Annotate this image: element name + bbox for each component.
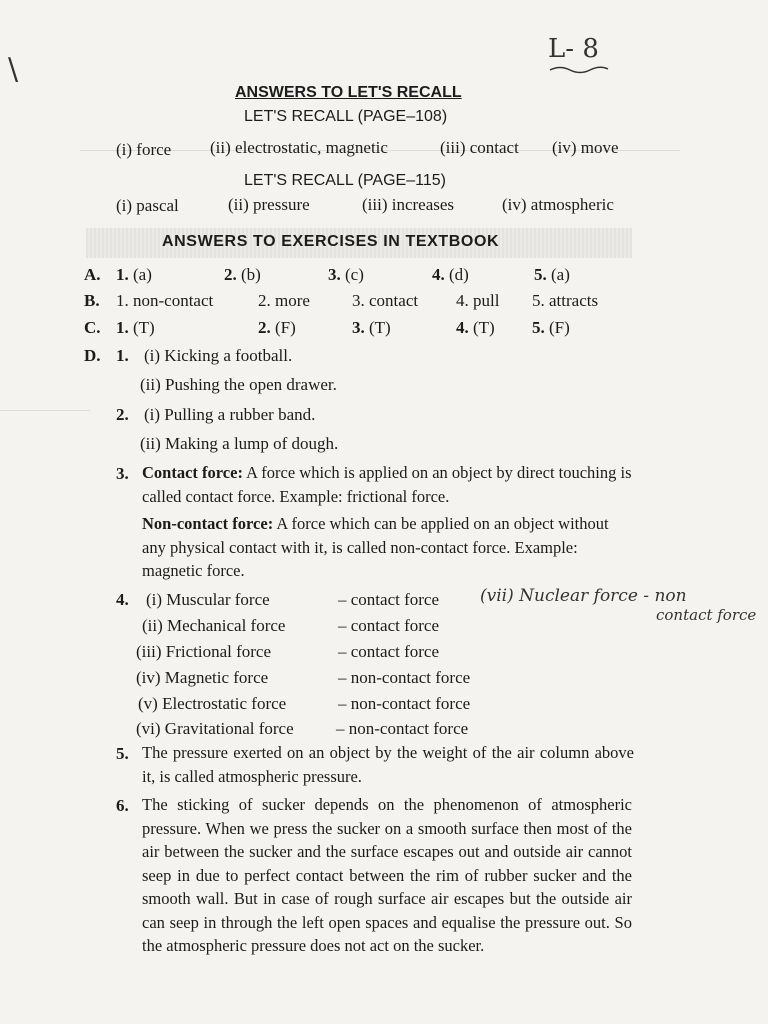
force-name: (i) Muscular force	[146, 590, 270, 609]
answer-value: non-contact	[133, 291, 214, 310]
answer-item	[328, 265, 364, 285]
answer-item	[456, 291, 499, 311]
answer-item	[116, 291, 213, 311]
contact-force-term: Contact force:	[142, 463, 243, 482]
handwritten-note-line2: contact force	[656, 606, 757, 624]
recall2-item: (i) pascal	[116, 196, 179, 215]
recall1-item: (iii) contact	[440, 138, 519, 157]
answer-item	[532, 291, 598, 311]
answer-num: 4.	[456, 291, 469, 310]
force-name: (ii) Mechanical force	[142, 616, 286, 635]
answer-line: (ii) Pushing the open drawer.	[140, 375, 337, 394]
force-type: – contact force	[338, 590, 439, 609]
question-num: 1.	[116, 346, 129, 365]
answer-item	[116, 265, 152, 285]
answer-line: (i) Kicking a football.	[144, 346, 293, 365]
force-name: (iii) Frictional force	[136, 642, 272, 661]
bleed-line	[0, 410, 90, 411]
noncontact-force-text: A force which can be applied on an object without any physical contact with it, is called non-contact force. Example: magnetic force.	[142, 514, 609, 580]
force-type: – non-contact force	[338, 694, 471, 713]
exercises-title: ANSWERS TO EXERCISES IN TEXTBOOK	[162, 233, 500, 250]
answer-item	[258, 291, 310, 311]
noncontact-force-term: Non-contact force:	[142, 514, 274, 533]
section-label: D.	[84, 346, 101, 365]
answer-num: 1.	[116, 318, 129, 337]
q6-answer: The sticking of sucker depends on the phenomenon of atmospheric pressure. When we press the sucker on a smooth surface then most of the air between the sucker and the surface escapes out and outside air cannot seep in due to perfect contact between the rim of rubber sucker and the smooth wall. But in case of rough surface air escapes but the outside air can seep in through the left open spaces and equalise the pressure out. So the atmospheric pressure does not act on the sucker.	[142, 795, 632, 955]
page-tag-underline	[548, 64, 610, 74]
answer-num: 4.	[432, 265, 445, 284]
answer-num: 5.	[532, 291, 545, 310]
answer-value: (a)	[551, 265, 570, 284]
answer-value: (a)	[133, 265, 152, 284]
answer-value: (F)	[549, 318, 570, 337]
q5-answer: The pressure exerted on an object by the weight of the air column above it, is called atmospheric pressure.	[142, 743, 634, 786]
answer-item	[532, 318, 570, 338]
recall2-heading: LET'S RECALL (PAGE–115)	[244, 172, 446, 189]
answer-item	[456, 318, 495, 338]
recall2-item: (iii) increases	[362, 195, 455, 214]
answer-value: (T)	[133, 318, 155, 337]
answer-num: 1.	[116, 291, 129, 310]
recall1-heading: LET'S RECALL (PAGE–108)	[244, 108, 448, 125]
force-name: (vi) Gravitational force	[136, 719, 294, 738]
contact-force-definition	[142, 461, 634, 508]
handwritten-note-line1: (vii) Nuclear force - non	[480, 586, 687, 606]
force-type: – contact force	[338, 642, 439, 661]
page-tag: L- 8	[548, 34, 599, 64]
section-label: A.	[84, 265, 101, 284]
answer-value: (T)	[473, 318, 495, 337]
answer-num: 4.	[456, 318, 469, 337]
force-type: – non-contact force	[338, 668, 471, 687]
answer-num: 1.	[116, 265, 129, 284]
answer-item	[534, 265, 570, 285]
recall2-item: (ii) pressure	[228, 195, 310, 214]
question-num: 4.	[116, 590, 129, 609]
force-type: – non-contact force	[336, 719, 469, 738]
question-num: 6.	[116, 796, 129, 815]
answer-num: 2.	[224, 265, 237, 284]
answer-line: (ii) Making a lump of dough.	[140, 434, 339, 453]
answer-num: 2.	[258, 291, 271, 310]
answer-num: 2.	[258, 318, 271, 337]
recall-title: ANSWERS TO LET'S RECALL	[235, 84, 462, 101]
recall1-item: (i) force	[116, 140, 172, 159]
question-num: 5.	[116, 744, 129, 763]
answer-num: 5.	[534, 265, 547, 284]
answer-line: (i) Pulling a rubber band.	[144, 405, 316, 424]
answer-num: 3.	[352, 291, 365, 310]
answer-num: 3.	[328, 265, 341, 284]
answer-value: attracts	[549, 291, 599, 310]
answer-value: (F)	[275, 318, 296, 337]
recall2-item: (iv) atmospheric	[502, 195, 614, 214]
force-name: (iv) Magnetic force	[136, 668, 269, 687]
question-num: 3.	[116, 464, 129, 483]
answer-value: (c)	[345, 265, 364, 284]
force-type: – contact force	[338, 616, 439, 635]
recall1-item: (iv) move	[552, 138, 619, 157]
answer-value: pull	[473, 291, 500, 310]
answer-item	[352, 318, 391, 338]
answer-value: (T)	[369, 318, 391, 337]
question-num: 2.	[116, 405, 129, 424]
section-label: B.	[84, 291, 100, 310]
answer-value: (d)	[449, 265, 469, 284]
answer-item	[432, 265, 469, 285]
answer-value: contact	[369, 291, 419, 310]
answer-num: 3.	[352, 318, 365, 337]
noncontact-force-definition	[142, 512, 634, 583]
contact-force-text: A force which is applied on an object by direct touching is called contact force. Example: frictional force.	[142, 463, 632, 506]
force-name: (v) Electrostatic force	[138, 694, 287, 713]
answer-item	[224, 265, 261, 285]
answer-item	[116, 318, 155, 338]
answer-item	[352, 291, 418, 311]
answer-value: (b)	[241, 265, 261, 284]
section-label: C.	[84, 318, 101, 337]
answer-value: more	[275, 291, 310, 310]
recall1-item: (ii) electrostatic, magnetic	[210, 138, 388, 157]
answer-item	[258, 318, 296, 338]
answer-num: 5.	[532, 318, 545, 337]
margin-mark: \	[8, 52, 19, 87]
